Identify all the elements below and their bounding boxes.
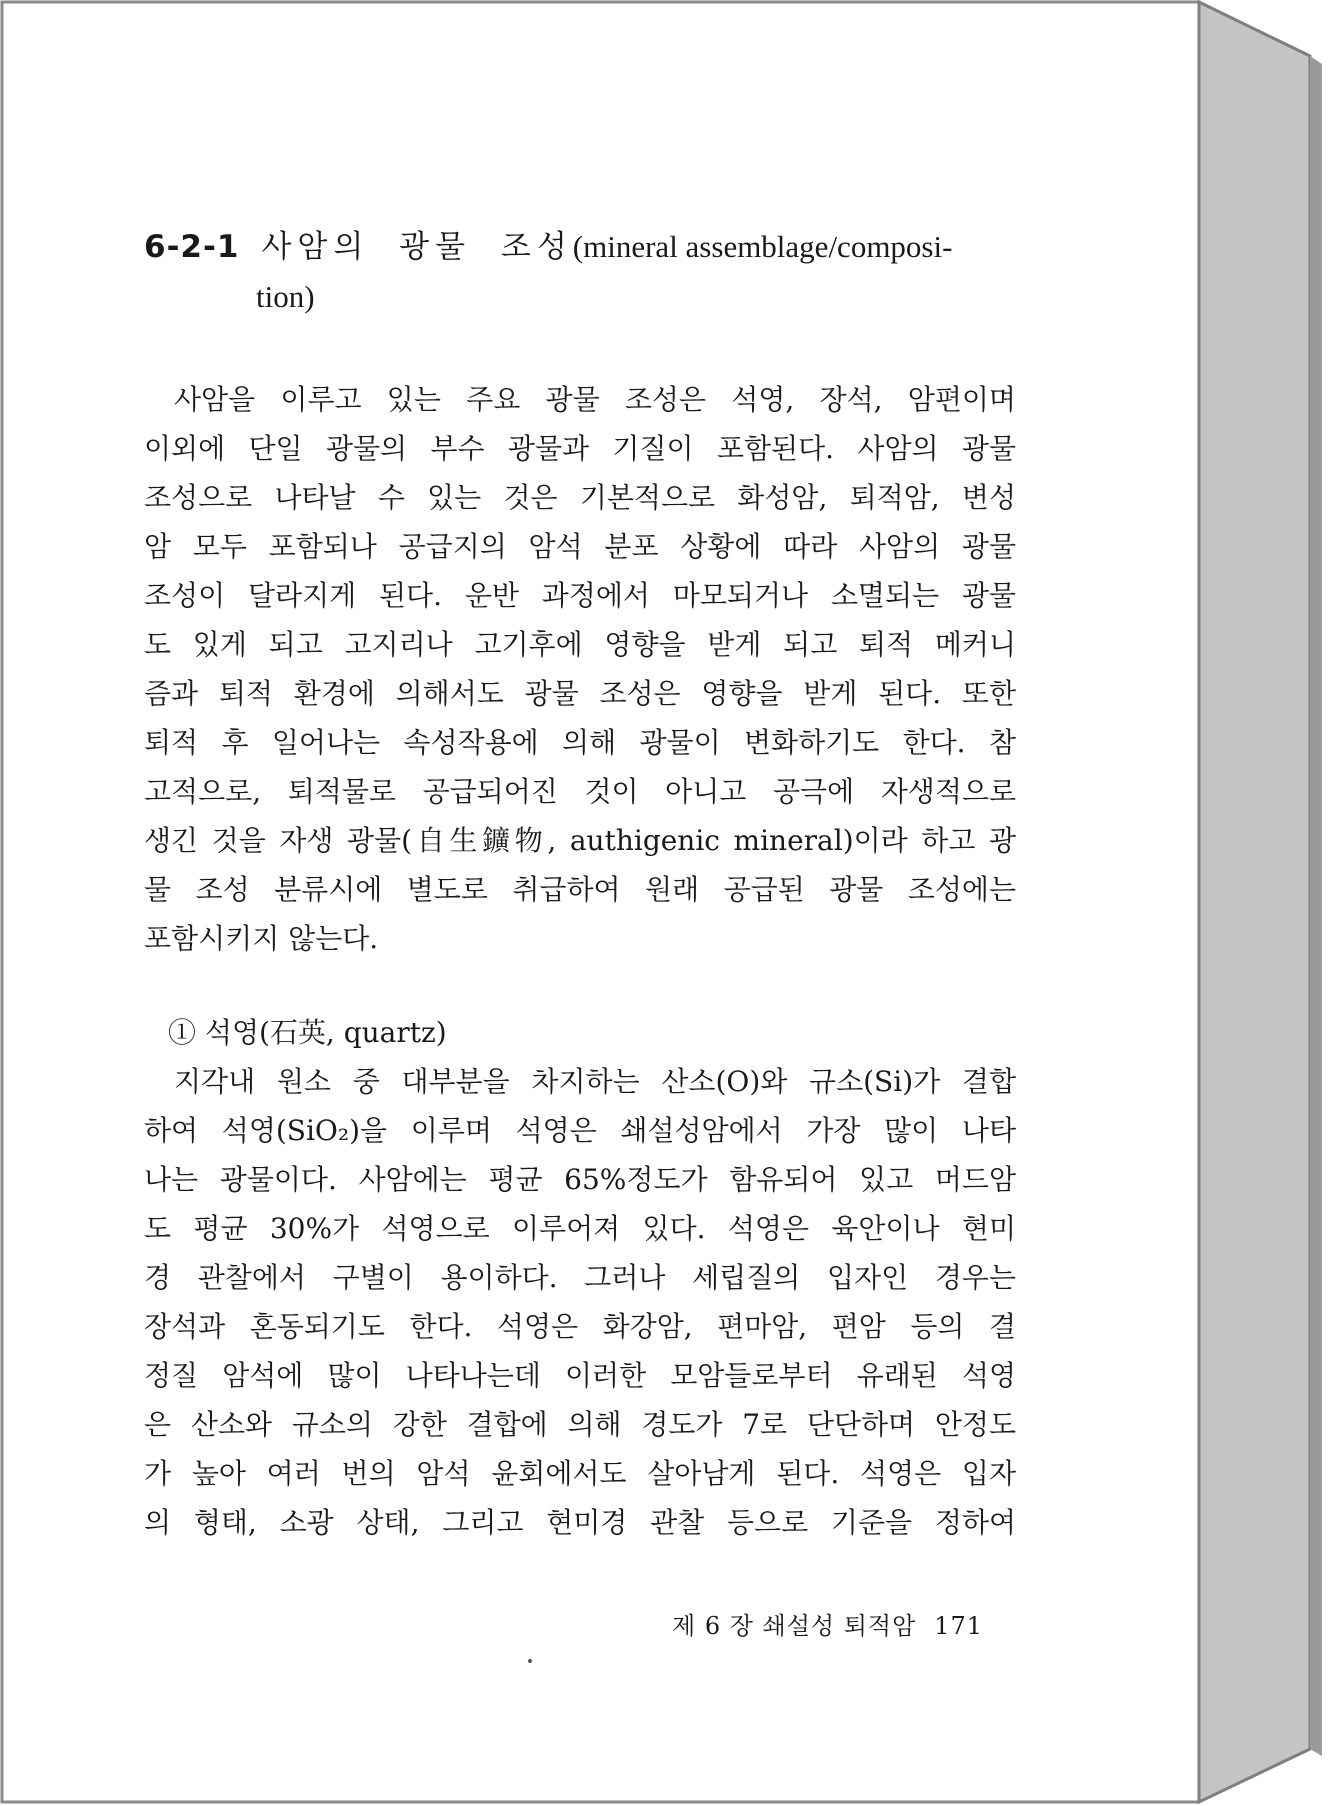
text-line: 은 산소와 규소의 강한 결합에 의해 경도가 7로 단단하며 안정도 xyxy=(144,1408,1016,1441)
section-number: 6-2-1 xyxy=(144,229,240,265)
running-footer xyxy=(672,1606,983,1641)
text-line: 퇴적 후 일어나는 속성작용에 의해 광물이 변화하기도 한다. 참 xyxy=(144,726,1016,759)
text-line: 도 있게 되고 고지리나 고기후에 영향을 받게 되고 퇴적 메커니 xyxy=(144,628,1016,661)
text-line: 지각내 원소 중 대부분을 차지하는 산소(O)와 규소(Si)가 결합 xyxy=(174,1065,1016,1098)
text-line: 즘과 퇴적 환경에 의해서도 광물 조성은 영향을 받게 된다. 또한 xyxy=(144,677,1016,710)
text-line: 생긴 것을 자생 광물(自生鑛物, authigenic mineral)이라 하고 광 xyxy=(144,824,1016,857)
text-line: 고적으로, 퇴적물로 공급되어진 것이 아니고 공극에 자생적으로 xyxy=(144,775,1016,808)
text-line: 의 형태, 소광 상태, 그리고 현미경 관찰 등으로 기준을 정하여 xyxy=(144,1506,1016,1539)
text-line: 가 높아 여러 번의 암석 윤회에서도 살아남게 된다. 석영은 입자 xyxy=(144,1457,1016,1490)
section-title-korean: 사암의 광물 조성 xyxy=(261,229,573,265)
page-text-body xyxy=(144,222,1016,1547)
text-line: 이외에 단일 광물의 부수 광물과 기질이 포함된다. 사암의 광물 xyxy=(144,432,1016,465)
text-line: 나는 광물이다. 사암에는 평균 65%정도가 함유되어 있고 머드암 xyxy=(144,1163,1016,1196)
book-shadow xyxy=(1310,56,1322,1756)
text-line: 포함시키지 않는다. xyxy=(144,922,379,955)
text-line: 하여 석영(SiO₂)을 이루며 석영은 쇄설성암에서 가장 많이 나타 xyxy=(144,1114,1016,1147)
section-title-english-continued: tion) xyxy=(256,279,315,314)
paragraph-mineral-composition xyxy=(144,375,1016,963)
paragraph-quartz xyxy=(144,1057,1016,1547)
text-line: 조성이 달라지게 된다. 운반 과정에서 마모되거나 소멸되는 광물 xyxy=(144,579,1016,612)
page-number: 171 xyxy=(934,1612,984,1640)
text-line: 장석과 혼동되기도 한다. 석영은 화강암, 편마암, 편암 등의 결 xyxy=(144,1310,1016,1343)
section-heading xyxy=(144,222,1016,322)
text-line: 정질 암석에 많이 나타나는데 이러한 모암들로부터 유래된 석영 xyxy=(144,1359,1016,1392)
text-line: 사암을 이루고 있는 주요 광물 조성은 석영, 장석, 암편이며 xyxy=(174,383,1016,416)
text-line: 경 관찰에서 구별이 용이하다. 그러나 세립질의 입자인 경우는 xyxy=(144,1261,1016,1294)
subsection-quartz-heading: ① 석영(石英, quartz) xyxy=(168,1016,447,1049)
text-line: 물 조성 분류시에 별도로 취급하여 원래 공급된 광물 조성에는 xyxy=(144,873,1016,906)
text-line: 조성으로 나타날 수 있는 것은 기본적으로 화성암, 퇴적암, 변성 xyxy=(144,481,1016,514)
section-title-english: (mineral assemblage/composi- xyxy=(572,229,953,264)
book-side-edge xyxy=(1199,2,1310,1802)
scan-speck xyxy=(528,1659,532,1663)
footer-chapter-title: 제 6 장 쇄설성 퇴적암 xyxy=(672,1612,917,1640)
text-line: 암 모두 포함되나 공급지의 암석 분포 상황에 따라 사암의 광물 xyxy=(144,530,1016,563)
text-line: 도 평균 30%가 석영으로 이루어져 있다. 석영은 육안이나 현미 xyxy=(144,1212,1016,1245)
